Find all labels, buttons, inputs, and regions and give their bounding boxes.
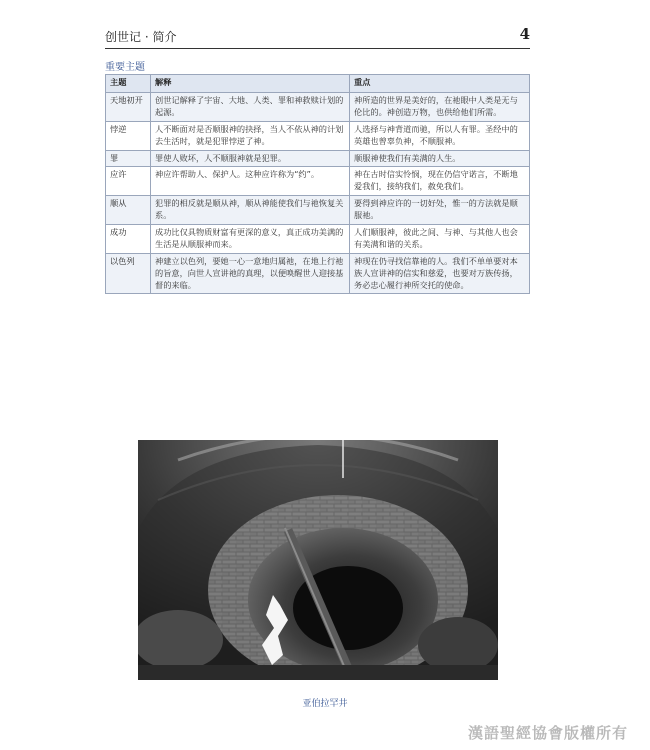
explanation-cell: 犯罪的相反就是顺从神，顺从神能使我们与祂恢复关系。 [151,196,350,225]
table-row [106,225,530,254]
theme-cell: 应许 [106,167,151,196]
copyright-watermark: 漢語聖經協會版權所有 [467,724,628,742]
theme-cell: 天地初开 [106,93,151,122]
explanation-cell: 成功比仅具物质财富有更深的意义，真正成功美满的生活是从顺服神而来。 [151,225,350,254]
themes-table [105,74,530,294]
key-point-cell: 神在古时信实怜悯，现在仍信守诺言，不断地爱我们，接纳我们，赦免我们。 [350,167,530,196]
key-point-cell: 顺服神使我们有美满的人生。 [350,150,530,167]
explanation-cell: 神建立以色列，要她一心一意地归属祂，在地上行祂的旨意，向世人宣讲祂的真理，以便唤醒世人迎接基督的来临。 [151,253,350,294]
well-photo [138,440,498,680]
theme-cell: 成功 [106,225,151,254]
key-point-cell: 人们顺服神，彼此之间、与神、与其他人也会有美满和谐的关系。 [350,225,530,254]
table-row [106,196,530,225]
well-illustration [138,440,498,680]
theme-cell: 罪 [106,150,151,167]
column-header-theme: 主题 [106,75,151,93]
key-point-cell: 神所造的世界是美好的，在祂眼中人类是无与伦比的。神创造万物，也供给他们所需。 [350,93,530,122]
table-row [106,121,530,150]
table-row [106,253,530,294]
explanation-cell: 创世记解释了宇宙、大地、人类、罪和神救赎计划的起源。 [151,93,350,122]
key-point-cell: 要得到神应许的一切好处，惟一的方法就是顺服祂。 [350,196,530,225]
theme-cell: 以色列 [106,253,151,294]
table-row [106,167,530,196]
table-header-row [106,75,530,93]
page-number: 4 [519,25,530,43]
theme-cell: 悖逆 [106,121,151,150]
explanation-cell: 人不断面对是否顺服神的抉择，当人不依从神的计划去生活时，就是犯罪悖逆了神。 [151,121,350,150]
key-point-cell: 人选择与神背道而驰，所以人有罪。圣经中的英雄也曾辜负神，不顺服神。 [350,121,530,150]
explanation-cell: 罪使人败坏，人不顺服神就是犯罪。 [151,150,350,167]
explanation-cell: 神应许帮助人、保护人。这种应许称为“约”。 [151,167,350,196]
page-header [105,22,530,49]
table-row [106,93,530,122]
column-header-explanation: 解释 [151,75,350,93]
table-row [106,150,530,167]
column-header-key-point: 重点 [350,75,530,93]
figure-caption: 亚伯拉罕井 [302,699,348,709]
section-title: 重要主题 [105,62,145,73]
theme-cell: 顺从 [106,196,151,225]
book-title: 创世记 · 简介 [105,30,177,44]
key-point-cell: 神现在仍寻找信靠祂的人。我们不单单要对本族人宣讲神的信实和慈爱，也要对万族传扬，务必忠心履行神所交托的使命。 [350,253,530,294]
